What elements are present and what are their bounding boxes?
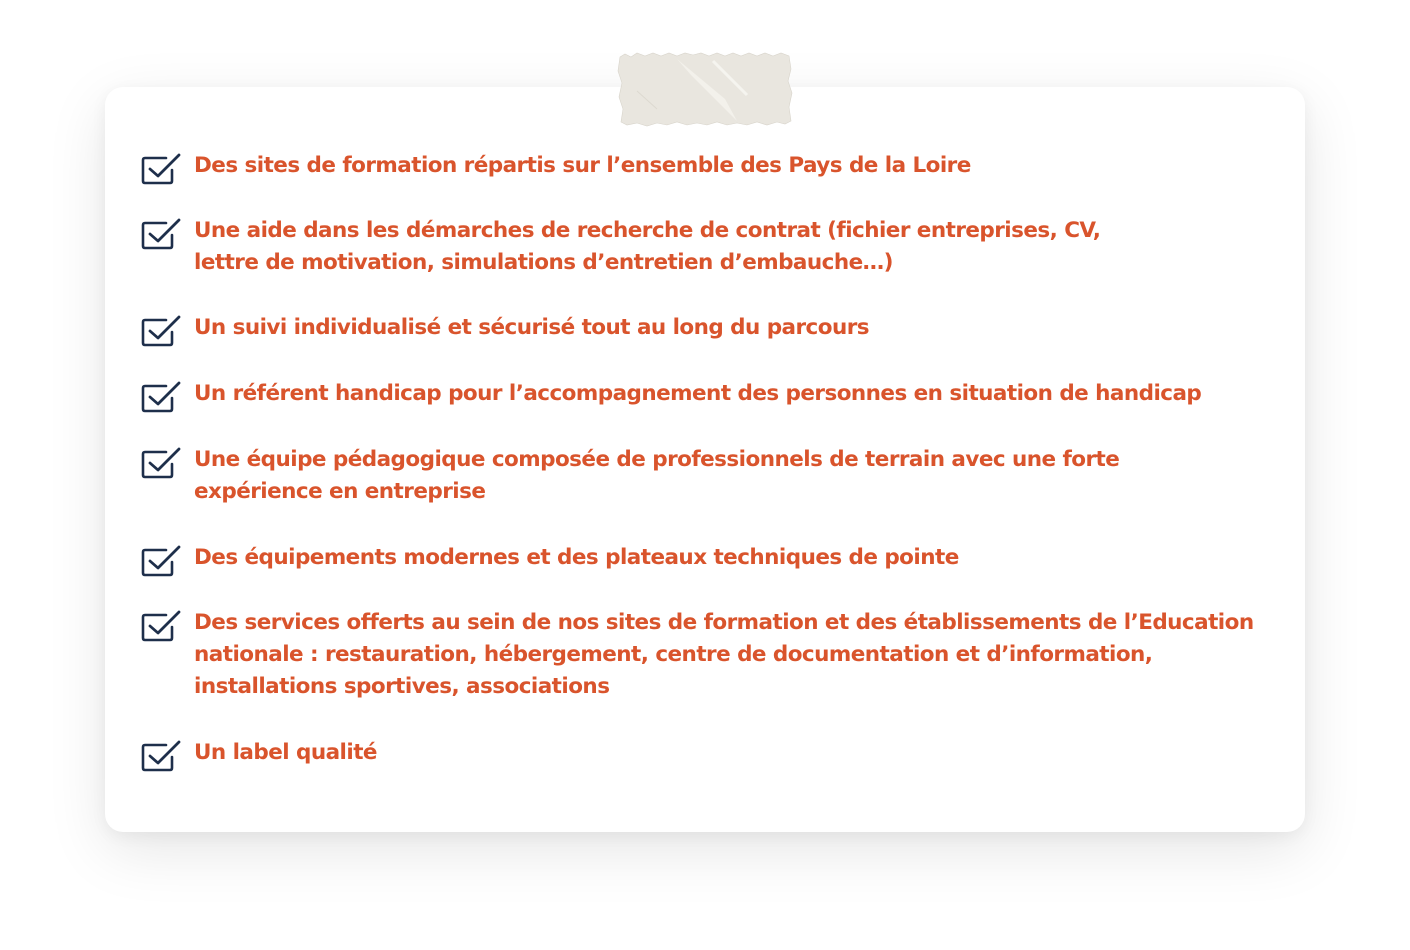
item-label: Une équipe pédagogique composée de professionnels de terrain avec une forte expérience en entreprise — [194, 447, 1120, 504]
item-label: Une aide dans les démarches de recherche de contrat (fichier entreprises, CV, lettre de motivation, simulations d’entretien d’embauche…) — [194, 218, 1101, 275]
checkbox-checked-icon — [140, 152, 182, 186]
item-label: Des services offerts au sein de nos sites de formation et des établissements de l’Education nationale : restauration, hébergement, centre de documentation et d’information, installations sportives, associations — [194, 610, 1254, 699]
item-label: Un suivi individualisé et sécurisé tout au long du parcours — [194, 315, 870, 340]
checkbox-checked-icon — [140, 314, 182, 348]
checkbox-checked-icon — [140, 544, 182, 578]
item-label: Des sites de formation répartis sur l’ensemble des Pays de la Loire — [194, 153, 971, 178]
checkbox-checked-icon — [140, 217, 182, 251]
checkbox-checked-icon — [140, 446, 182, 480]
checkbox-checked-icon — [140, 739, 182, 773]
item-label: Un label qualité — [194, 740, 377, 765]
checkbox-checked-icon — [140, 380, 182, 414]
checkbox-checked-icon — [140, 609, 182, 643]
item-label: Des équipements modernes et des plateaux techniques de pointe — [194, 545, 959, 570]
item-label: Un référent handicap pour l’accompagnement des personnes en situation de handicap — [194, 381, 1202, 406]
tape-decoration — [617, 51, 793, 127]
